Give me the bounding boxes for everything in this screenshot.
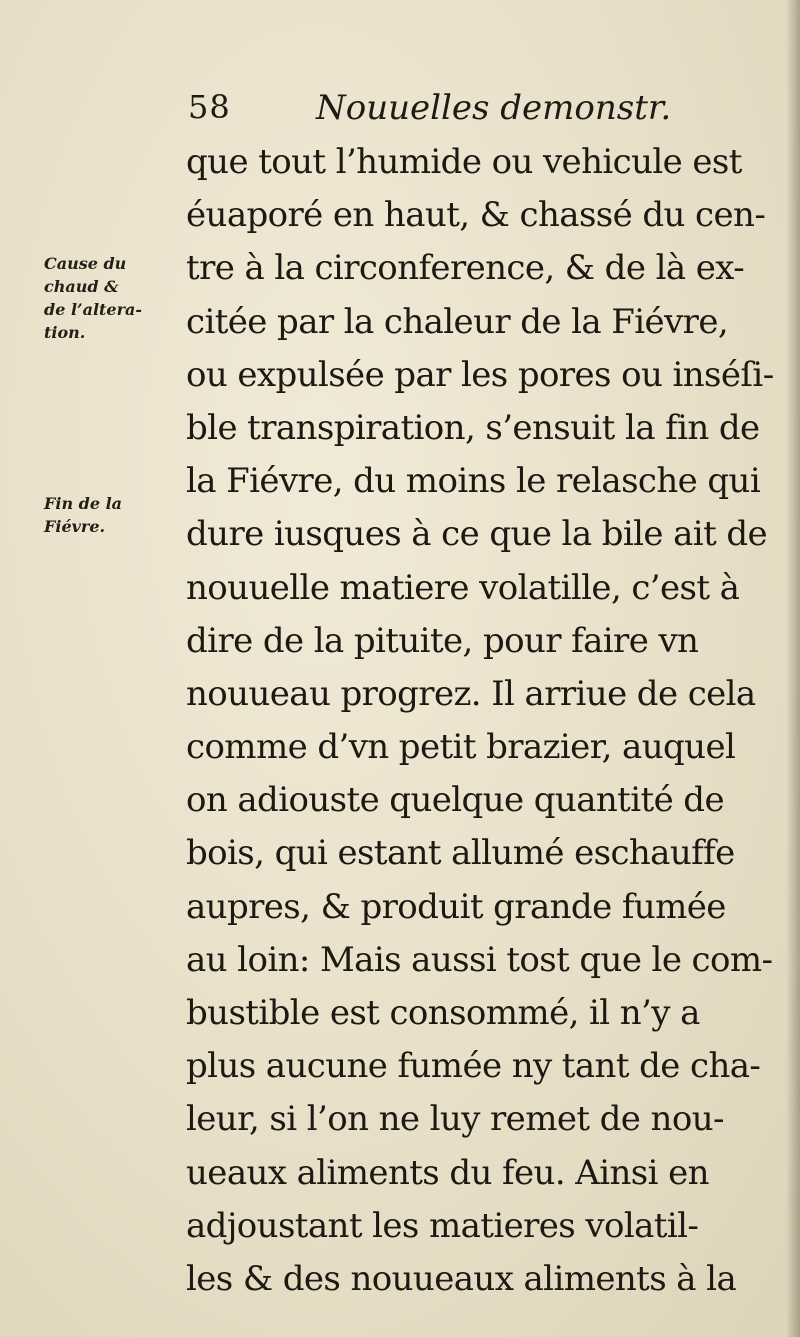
- text-line: adjoustant les matieres volatil-: [186, 1205, 699, 1246]
- marginal-note-line: Fiévre.: [44, 517, 106, 536]
- marginal-note-line: chaud &: [44, 277, 119, 296]
- text-line: éuaporé en haut, & chassé du cen-: [186, 195, 766, 236]
- marginal-note-line: Cause du: [44, 254, 127, 273]
- text-line: plus aucune fumée ny tant de cha-: [186, 1046, 761, 1087]
- text-line: au loin: Mais aussi tost que le com-: [186, 939, 773, 980]
- text-line: les & des nouueaux aliments à la: [186, 1258, 737, 1299]
- text-line: ou expulsée par les pores ou inséſi-: [186, 354, 774, 395]
- text-line: bustible est consommé, il n’y a: [186, 993, 700, 1033]
- text-line: la Fiévre, du moins le relasche qui: [186, 461, 761, 502]
- marginal-note-line: Fin de la: [44, 494, 123, 513]
- text-line: dire de la pituite, pour faire vn: [186, 620, 699, 661]
- page-number: 58: [188, 88, 231, 126]
- marginal-note-cause: [44, 252, 184, 344]
- text-line: on adiouste quelque quantité de: [186, 780, 724, 821]
- text-line: nouueau progrez. Il arriue de cela: [186, 673, 756, 714]
- marginal-note-fin: [44, 492, 184, 538]
- text-line: bois, qui estant allumé eschauffe: [186, 833, 735, 874]
- text-line: tre à la circonference, & de là ex-: [186, 248, 745, 289]
- text-line: aupres, & produit grande fumée: [186, 886, 726, 927]
- text-line: que tout l’humide ou vehicule est: [186, 142, 742, 182]
- text-line: comme d’vn petit brazier, auquel: [186, 727, 736, 768]
- page-header: [188, 88, 672, 138]
- text-line: leur, si l’on ne luy remet de nou-: [186, 1099, 724, 1140]
- marginal-note-line: tion.: [44, 323, 86, 342]
- body-text: [186, 136, 778, 1306]
- running-title: Nouuelles demonstr.: [316, 88, 672, 128]
- text-line: ueaux aliments du feu. Ainsi en: [186, 1152, 709, 1193]
- text-line: citée par la chaleur de la Fiévre,: [186, 301, 729, 342]
- text-line: ble transpiration, s’ensuit la fin de: [186, 407, 760, 448]
- marginal-note-line: de l’altera-: [44, 300, 143, 319]
- text-line: nouuelle matiere volatille, c’est à: [186, 567, 740, 608]
- text-line: dure iusques à ce que la bile ait de: [186, 514, 768, 555]
